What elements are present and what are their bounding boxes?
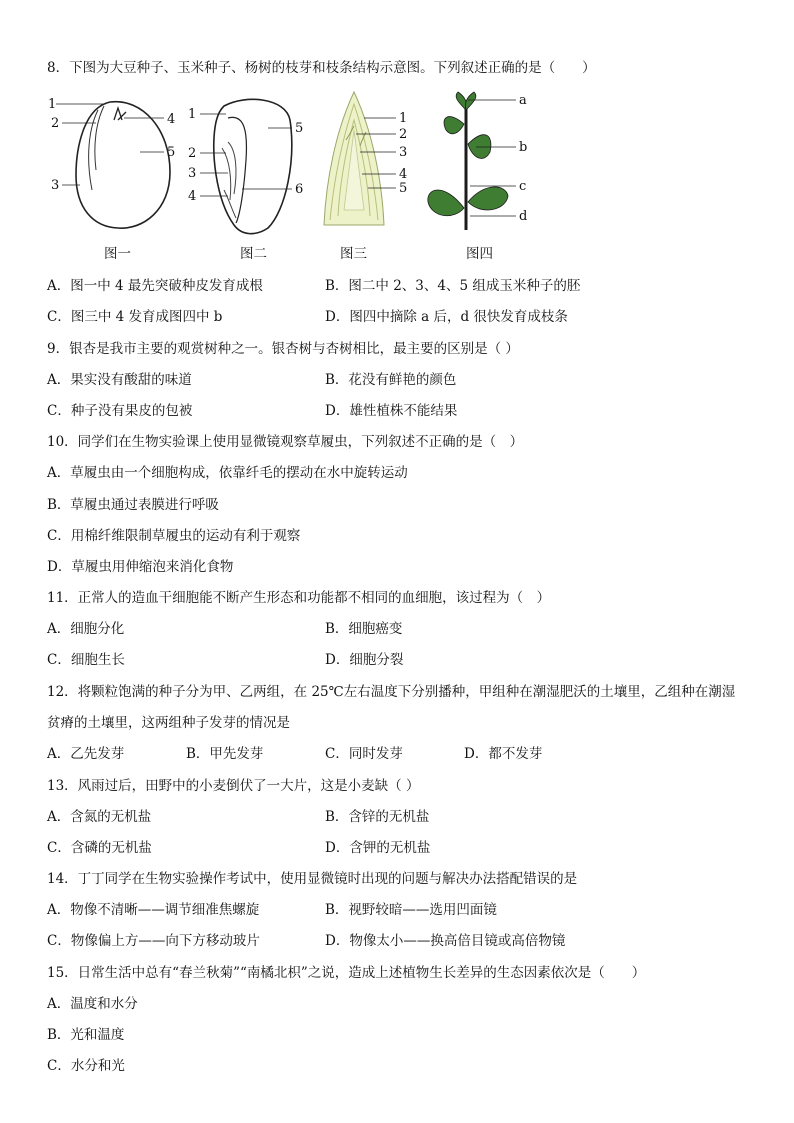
- q9-option-c: C．种子没有果皮的包被: [47, 403, 193, 419]
- fig1-label-5: 5: [167, 145, 176, 160]
- figure1-soybean-seed: [48, 90, 183, 240]
- q12-stem-line2: 贫瘠的土壤里，这两组种子发芽的情况是: [47, 715, 290, 731]
- fig1-label-2: 2: [51, 116, 60, 131]
- q15-option-a: A．温度和水分: [47, 996, 138, 1012]
- q9-stem: 9．银杏是我市主要的观赏树种之一。银杏树与杏树相比，最主要的区别是（ ）: [47, 341, 519, 357]
- q8-option-c: C．图三中 4 发育成图四中 b: [47, 309, 223, 325]
- figure2-corn-seed: [186, 90, 321, 240]
- q11-option-c: C．细胞生长: [47, 652, 125, 668]
- fig2-label-5: 5: [295, 121, 304, 136]
- fig2-caption: 图二: [240, 246, 267, 262]
- fig1-label-1: 1: [48, 97, 57, 112]
- fig2-label-6: 6: [295, 182, 304, 197]
- fig4-caption: 图四: [466, 246, 493, 262]
- fig4-label-d: d: [519, 209, 528, 224]
- q12-option-d: D．都不发芽: [464, 746, 543, 762]
- q12-option-a: A．乙先发芽: [47, 746, 125, 762]
- q14-option-b: B．视野较暗——选用凹面镜: [325, 902, 497, 918]
- fig4-label-b: b: [519, 140, 528, 155]
- q9-option-a: A．果实没有酸甜的味道: [47, 372, 192, 388]
- fig3-label-5: 5: [399, 181, 408, 196]
- q15-stem: 15．日常生活中总有“春兰秋菊”“南橘北枳”之说，造成上述植物生长差异的生态因素依次是（ ）: [47, 965, 646, 981]
- fig2-label-4: 4: [188, 189, 197, 204]
- q12-stem-line1: 12．将颗粒饱满的种子分为甲、乙两组，在 25℃左右温度下分别播种，甲组种在潮湿肥沃的土壤里，乙组种在潮湿: [47, 684, 736, 700]
- q10-option-b: B．草履虫通过表膜进行呼吸: [47, 497, 219, 513]
- q8-option-b: B．图二中 2、3、4、5 组成玉米种子的胚: [325, 278, 581, 294]
- fig2-label-3: 3: [188, 166, 197, 181]
- q14-option-a: A．物像不清晰——调节细准焦螺旋: [47, 902, 260, 918]
- fig2-label-1: 1: [188, 107, 197, 122]
- q13-option-a: A．含氮的无机盐: [47, 809, 152, 825]
- q11-option-a: A．细胞分化: [47, 621, 125, 637]
- q8-option-d: D．图四中摘除 a 后，d 很快发育成枝条: [325, 309, 568, 325]
- q13-stem: 13．风雨过后，田野中的小麦倒伏了一大片，这是小麦缺（ ）: [47, 778, 420, 794]
- q11-option-d: D．细胞分裂: [325, 652, 404, 668]
- q13-option-b: B．含锌的无机盐: [325, 809, 430, 825]
- q14-option-d: D．物像太小——换高倍目镜或高倍物镜: [325, 933, 566, 949]
- q13-option-c: C．含磷的无机盐: [47, 840, 152, 856]
- q12-option-b: B．甲先发芽: [186, 746, 264, 762]
- q10-option-d: D．草履虫用伸缩泡来消化食物: [47, 559, 234, 575]
- fig4-label-c: c: [519, 179, 527, 194]
- fig3-caption: 图三: [340, 246, 367, 262]
- q14-option-c: C．物像偏上方——向下方移动玻片: [47, 933, 260, 949]
- q10-stem: 10．同学们在生物实验课上使用显微镜观察草履虫，下列叙述不正确的是（ ）: [47, 434, 524, 450]
- fig1-label-3: 3: [51, 178, 60, 193]
- q15-option-c: C．水分和光: [47, 1058, 125, 1074]
- fig4-label-a: a: [519, 93, 527, 108]
- fig3-label-1: 1: [399, 111, 408, 126]
- q10-option-c: C．用棉纤维限制草履虫的运动有利于观察: [47, 528, 301, 544]
- fig3-label-4: 4: [399, 167, 408, 182]
- q14-stem: 14．丁丁同学在生物实验操作考试中，使用显微镜时出现的问题与解决办法搭配错误的是: [47, 871, 578, 887]
- fig1-caption: 图一: [104, 246, 131, 262]
- q10-option-a: A．草履虫由一个细胞构成，依靠纤毛的摆动在水中旋转运动: [47, 465, 408, 481]
- q12-option-c: C．同时发芽: [325, 746, 403, 762]
- q8-stem: 8．下图为大豆种子、玉米种子、杨树的枝芽和枝条结构示意图。下列叙述正确的是（ ）: [47, 60, 596, 76]
- q11-option-b: B．细胞癌变: [325, 621, 403, 637]
- figure3-branch-bud: [316, 90, 416, 240]
- q8-option-a: A．图一中 4 最先突破种皮发育成根: [47, 278, 263, 294]
- q9-option-b: B．花没有鲜艳的颜色: [325, 372, 457, 388]
- q11-stem: 11．正常人的造血干细胞能不断产生形态和功能都不相同的血细胞，该过程为（ ）: [47, 590, 551, 606]
- fig2-label-2: 2: [188, 146, 197, 161]
- figure4-branch: [420, 90, 535, 240]
- fig1-label-4: 4: [167, 112, 176, 127]
- fig3-label-2: 2: [399, 127, 408, 142]
- q9-option-d: D．雄性植株不能结果: [325, 403, 458, 419]
- fig3-label-3: 3: [399, 145, 408, 160]
- q13-option-d: D．含钾的无机盐: [325, 840, 431, 856]
- q15-option-b: B．光和温度: [47, 1027, 125, 1043]
